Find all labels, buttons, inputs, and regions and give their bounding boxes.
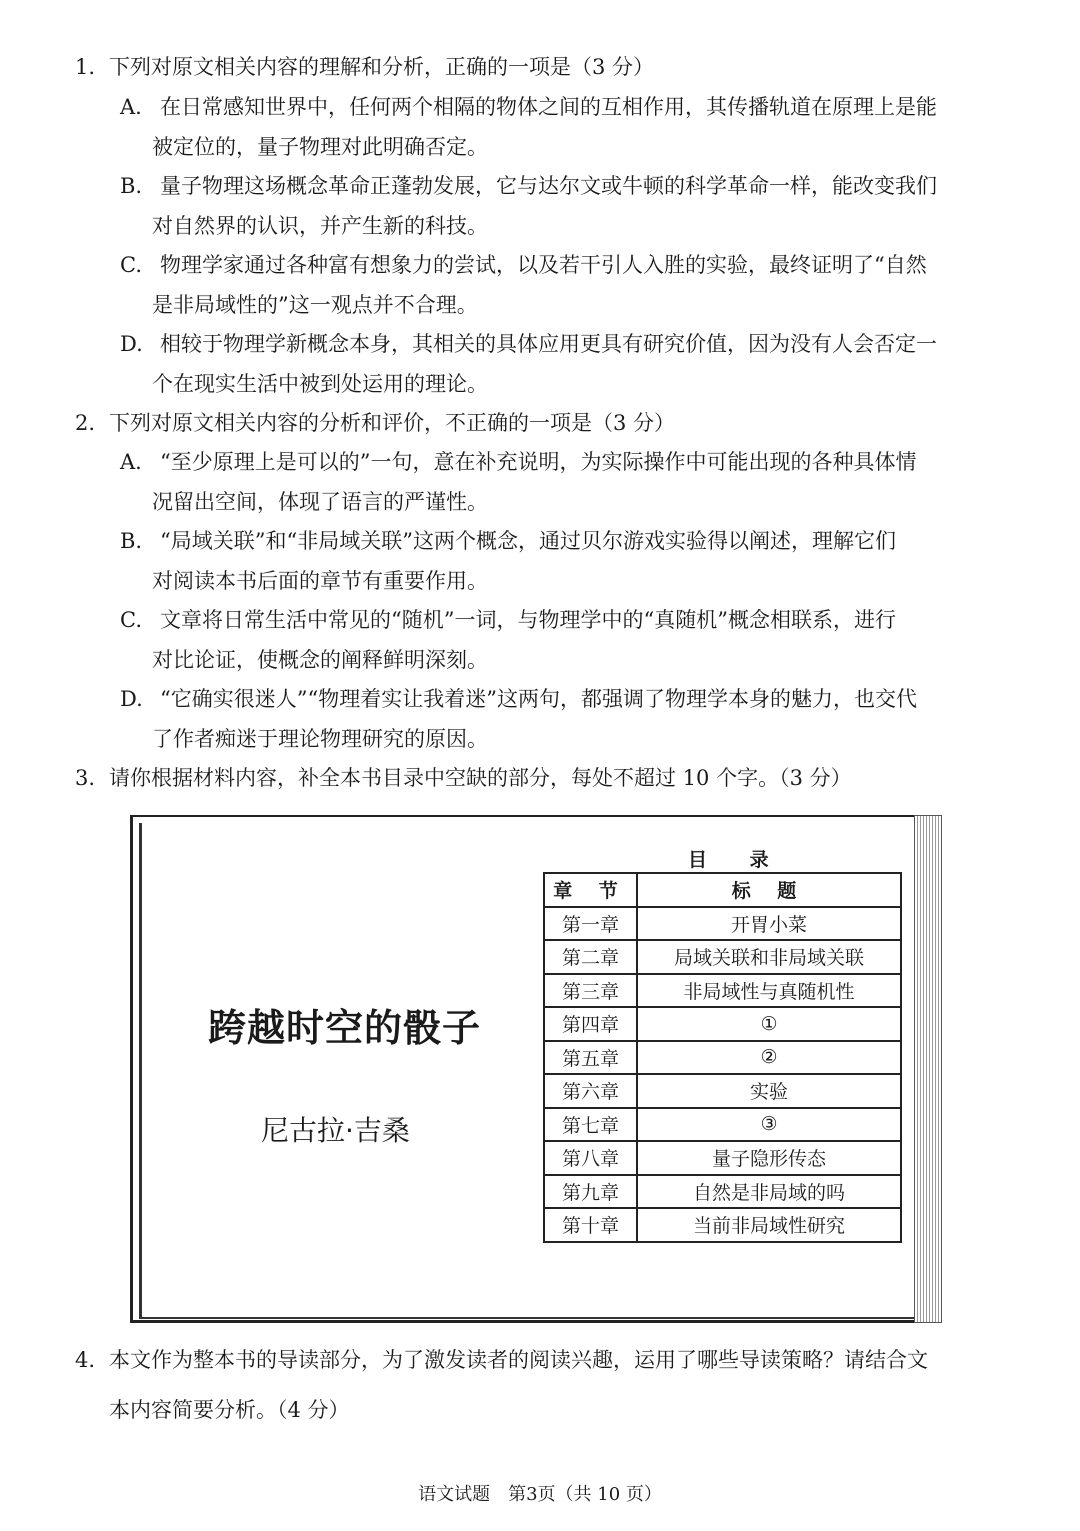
toc-title-blank: ② (637, 1041, 901, 1075)
toc-title: 局域关联和非局域关联 (637, 940, 901, 974)
toc-title-blank: ① (637, 1007, 901, 1041)
option-label: D. (120, 687, 143, 711)
question-1 (75, 47, 654, 87)
book-author: 尼古拉·吉桑 (261, 1114, 410, 1147)
toc-chapter: 第一章 (544, 907, 637, 941)
question-3 (75, 758, 852, 798)
option-2a (120, 442, 1010, 522)
option-text-line1: 相较于物理学新概念本身，其相关的具体应用更具有研究价值，因为没有人会否定一 (160, 332, 937, 356)
book-illustration (130, 815, 942, 1325)
toc-row (544, 1007, 901, 1041)
toc-row (544, 907, 901, 941)
toc-row (544, 940, 901, 974)
option-1b (120, 166, 1010, 246)
question-stem-cont: 本内容简要分析。（4 分） (109, 1398, 350, 1422)
toc-chapter: 第五章 (544, 1041, 637, 1075)
option-text-line2: 对自然界的认识，并产生新的科技。 (152, 214, 488, 238)
question-stem: 请你根据材料内容，补全本书目录中空缺的部分，每处不超过 10 个字。（3 分） (109, 766, 852, 790)
option-text-line2: 是非局域性的”这一观点并不合理。 (152, 293, 478, 317)
option-label: B. (120, 174, 143, 198)
option-text-line2: 了作者痴迷于理论物理研究的原因。 (152, 727, 488, 751)
toc-header-title: 标 题 (637, 873, 901, 907)
option-text-line2: 被定位的，量子物理对此明确否定。 (152, 135, 488, 159)
option-text-line1: “它确实很迷人”“物理着实让我着迷”这两句，都强调了物理学本身的魅力，也交代 (160, 687, 917, 711)
toc-title: 实验 (637, 1074, 901, 1108)
option-text-line1: “局域关联”和“非局域关联”这两个概念，通过贝尔游戏实验得以阐述，理解它们 (160, 529, 896, 553)
toc-chapter: 第四章 (544, 1007, 637, 1041)
toc-row (544, 974, 901, 1008)
toc-header-chapter: 章 节 (544, 873, 637, 907)
toc-row (544, 1108, 901, 1142)
toc-title: 量子隐形传态 (637, 1141, 901, 1175)
toc-heading: 目 录 (688, 849, 787, 871)
option-label: D. (120, 332, 143, 356)
question-stem: 下列对原文相关内容的分析和评价，不正确的一项是（3 分） (109, 411, 676, 435)
option-label: C. (120, 253, 142, 277)
option-text-line2: 对阅读本书后面的章节有重要作用。 (152, 569, 488, 593)
toc-row (544, 1175, 901, 1209)
question-stem: 下列对原文相关内容的理解和分析，正确的一项是（3 分） (109, 55, 655, 79)
option-1d (120, 324, 1010, 404)
option-text-line1: “至少原理上是可以的”一句，意在补充说明，为实际操作中可能出现的各种具体情 (160, 450, 917, 474)
option-label: C. (120, 608, 142, 632)
option-label: A. (120, 450, 142, 474)
question-4-cont (109, 1390, 350, 1430)
toc-chapter: 第九章 (544, 1175, 637, 1209)
question-number: 4. (75, 1348, 96, 1372)
toc-chapter: 第三章 (544, 974, 637, 1008)
option-text-line2: 况留出空间，体现了语言的严谨性。 (152, 490, 488, 514)
toc-chapter: 第八章 (544, 1141, 637, 1175)
book-cover (130, 815, 920, 1323)
toc-table (543, 872, 902, 1243)
toc-chapter: 第二章 (544, 940, 637, 974)
toc-chapter: 第六章 (544, 1074, 637, 1108)
toc-title: 开胃小菜 (637, 907, 901, 941)
option-text-line1: 物理学家通过各种富有想象力的尝试，以及若干引人入胜的实验，最终证明了“自然 (160, 253, 927, 277)
toc-title: 自然是非局域的吗 (637, 1175, 901, 1209)
toc-row (544, 1141, 901, 1175)
option-text-line1: 量子物理这场概念革命正蓬勃发展，它与达尔文或牛顿的科学革命一样，能改变我们 (160, 174, 937, 198)
option-2c (120, 600, 1010, 680)
toc-row (544, 1208, 901, 1242)
toc-chapter: 第七章 (544, 1108, 637, 1142)
option-text-line1: 在日常感知世界中，任何两个相隔的物体之间的互相作用，其传播轨道在原理上是能 (160, 95, 937, 119)
toc-header-row (544, 873, 901, 907)
toc-title: 当前非局域性研究 (637, 1208, 901, 1242)
toc-chapter: 第十章 (544, 1208, 637, 1242)
option-text-line2: 个在现实生活中被到处运用的理论。 (152, 372, 488, 396)
toc-title: 非局域性与真随机性 (637, 974, 901, 1008)
book-page-edges (914, 815, 942, 1323)
toc-title-blank: ③ (637, 1108, 901, 1142)
question-stem: 本文作为整本书的导读部分，为了激发读者的阅读兴趣，运用了哪些导读策略？请结合文 (109, 1348, 928, 1372)
option-text-line2: 对比论证，使概念的阐释鲜明深刻。 (152, 648, 488, 672)
option-text-line1: 文章将日常生活中常见的“随机”一词，与物理学中的“真随机”概念相联系，进行 (160, 608, 896, 632)
toc-row (544, 1074, 901, 1108)
question-number: 3. (75, 766, 96, 790)
option-1c (120, 245, 1010, 325)
option-label: A. (120, 95, 142, 119)
option-2b (120, 521, 1010, 601)
option-1a (120, 87, 1010, 167)
page-footer: 语文试题 第3页（共 10 页） (418, 1484, 662, 1505)
option-label: B. (120, 529, 143, 553)
question-number: 2. (75, 411, 96, 435)
toc-row (544, 1041, 901, 1075)
question-4 (75, 1340, 928, 1380)
question-2 (75, 403, 675, 443)
book-title: 跨越时空的骰子 (208, 1006, 482, 1050)
option-2d (120, 679, 1010, 759)
question-number: 1. (75, 55, 96, 79)
